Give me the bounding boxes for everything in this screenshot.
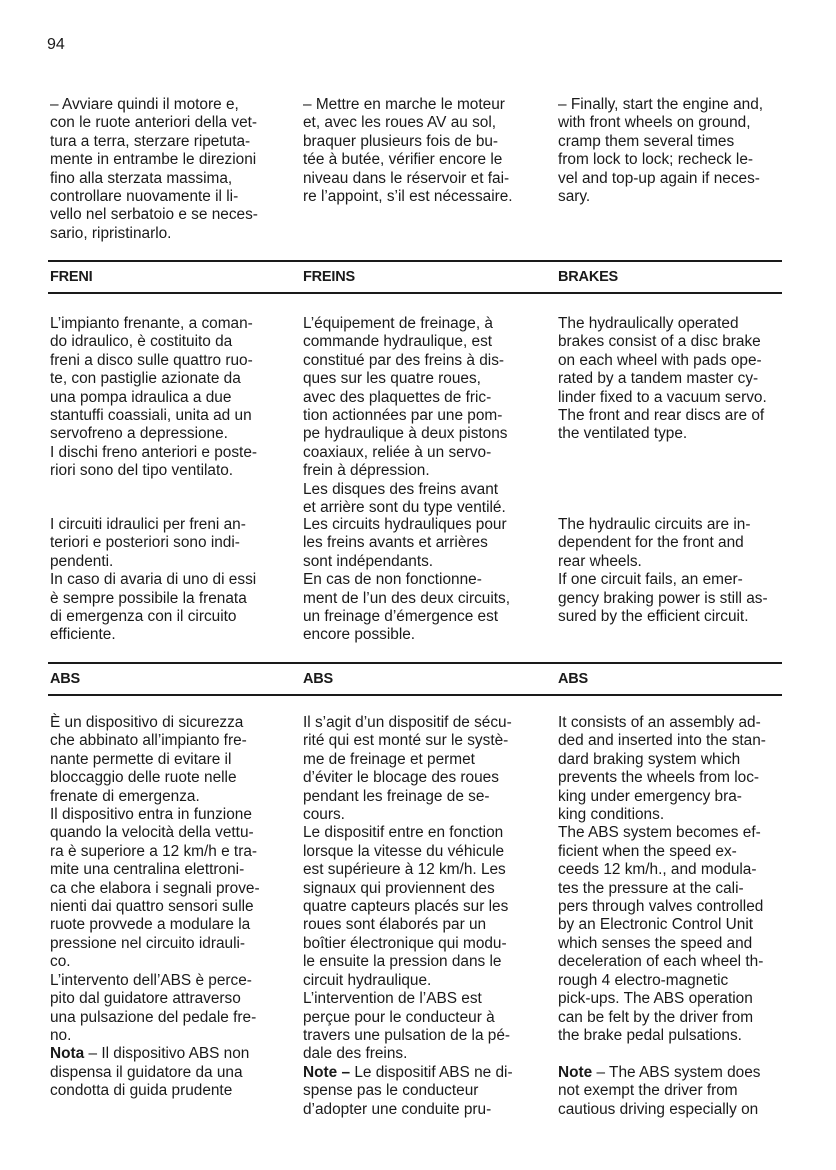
abs-note-fr	[303, 1064, 531, 1119]
brakes-p1-en	[558, 315, 786, 444]
section-divider-top	[48, 260, 782, 262]
brakes-p1-text-fr: L’équipement de freinage, à commande hydraulique, est constitué par des freins à dis- ques sur les quatre roues, avec des plaquettes de fric- tion actionnées par une pom- pe hydraulique à deux pistons coaxiaux, reliée à un servo- frein à dépression. Les disques des freins avant et arrière sont du type ventilé.	[303, 315, 508, 517]
section-divider-top	[48, 662, 782, 664]
brakes-p2-text-it: I circuiti idraulici per freni an- teriori e posteriori sono indi- pendenti. In caso di avaria di uno di essi è sempre possibile la frenata di emergenza con il circuito efficiente.	[50, 516, 257, 644]
intro-text-it: – Avviare quindi il motore e, con le ruote anteriori della vet- tura a terra, sterzare ripetuta- mente in entrambe le direzioni fino alla sterzata massima, controllare nuovamente il li- vello nel serbatoio e se neces- sario, ripristinarlo.	[50, 96, 258, 242]
note-text: – The ABS system does not exempt the driver from cautious driving especially on	[558, 1063, 761, 1118]
note-text: Le dispositif ABS ne di- spense pas le conducteur d’adopter une conduite pru-	[303, 1063, 513, 1118]
intro-text-en: – Finally, start the engine and, with front wheels on ground, cramp them several times from lock to lock; recheck le- vel and top-up again if neces- sary.	[558, 96, 764, 206]
intro-text-fr: – Mettre en marche le moteur et, avec les roues AV au sol, braquer plusieurs fois de bu- tée à butée, vérifier encore le niveau dans le réservoir et fai- re l’appoint, s’il est nécessaire.	[303, 96, 513, 206]
section-divider-bottom	[48, 694, 782, 696]
heading-abs-fr: ABS	[303, 671, 334, 687]
brakes-p2-en	[558, 516, 786, 626]
heading-abs-it: ABS	[50, 671, 81, 687]
note-label: Note	[558, 1063, 593, 1081]
abs-body-it	[50, 714, 278, 1101]
page-number: 94	[47, 36, 65, 53]
abs-note-en	[558, 1064, 786, 1119]
abs-body-text-en: It consists of an assembly ad- ded and inserted into the stan- dard braking system which prevents the wheels from loc- king under emergency bra- king conditions. The ABS system becomes ef- ficient when the speed ex- ceeds 12 km/h., and modula- tes the pressure at the cali- pers through valves controlled by an Electronic Control Unit which senses the speed and deceleration of each wheel th- rough 4 electro-magnetic pick-ups. The ABS operation can be felt by the driver from the brake pedal pulsations.	[558, 714, 766, 1044]
intro-column-en	[558, 96, 786, 206]
note-label: Nota	[50, 1045, 85, 1063]
heading-brakes-it: FRENI	[50, 269, 93, 285]
heading-brakes-fr: FREINS	[303, 269, 355, 285]
brakes-p1-it	[50, 315, 278, 481]
heading-brakes-en: BRAKES	[558, 269, 619, 285]
abs-note-it	[50, 1045, 278, 1100]
abs-body-text-it: È un dispositivo di sicurezza che abbinato all’impianto fre- nante permette di evitare il bloccaggio delle ruote nelle frenate di emergenza. Il dispositivo entra in funzione quando la velocità della vettu- ra è superiore a 12 km/h e tra- mite una centralina elettroni- ca che elabora i segnali prove- nienti dai quattro sensori sulle ruote provvede a modulare la pressione nel circuito idrauli- co. L’intervento dell’ABS è perce- pito dal guidatore attraverso una pulsazione del pedale fre- no.	[50, 714, 260, 1044]
abs-body-fr	[303, 714, 531, 1119]
brakes-p2-text-fr: Les circuits hydrauliques pour les freins avants et arrières sont indépendants. En cas de non fonctionne- ment de l’un des deux circuits, un freinage d’émergence est encore possible.	[303, 516, 511, 644]
brakes-p1-fr	[303, 315, 531, 517]
abs-body-text-fr: Il s’agit d’un dispositif de sécu- rité qui est monté sur le systè- me de freinage et permet d’éviter le blocage des roues pendant les freinage de se- cours. Le dispositif entre en fonction lorsque la vitesse du véhicule est supérieure à 12 km/h. Les signaux qui proviennent des quatre capteurs placés sur les roues sont élaborés par un boîtier électronique qui modu- le ensuite la pression dans le circuit hydraulique. L’intervention de l’ABS est perçue pour le conducteur à travers une pulsation de la pé- dale des freins.	[303, 714, 512, 1063]
brakes-p1-text-it: L’impianto frenante, a coman- do idraulico, è costituito da freni a disco sulle quattro ruo- te, con pastiglie azionate da una pompa idraulica a due stantuffi coassiali, unita ad un servofreno a depressione. I dischi freno anteriori e poste- riori sono del tipo ventilato.	[50, 315, 258, 480]
intro-column-it	[50, 96, 278, 243]
intro-column-fr	[303, 96, 531, 206]
brakes-p2-fr	[303, 516, 531, 645]
brakes-p1-text-en: The hydraulically operated brakes consist of a disc brake on each wheel with pads ope- rated by a tandem master cy- linder fixed to a vacuum servo. The front and rear discs are of the ventilated type.	[558, 315, 767, 443]
abs-body-en	[558, 714, 786, 1119]
section-divider-bottom	[48, 292, 782, 294]
heading-abs-en: ABS	[558, 671, 589, 687]
note-text: – Il dispositivo ABS non dispensa il guidatore da una condotta di guida prudente	[50, 1045, 250, 1100]
note-label: Note –	[303, 1063, 351, 1081]
brakes-p2-it	[50, 516, 278, 645]
brakes-p2-text-en: The hydraulic circuits are in- dependent for the front and rear wheels. If one circuit fails, an emer- gency braking power is still as- sured by the efficient circuit.	[558, 516, 768, 626]
